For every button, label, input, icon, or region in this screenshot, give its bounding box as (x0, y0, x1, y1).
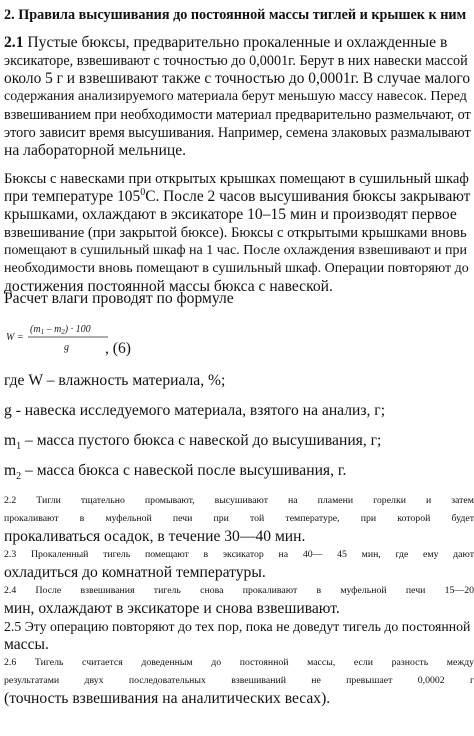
formula-intro: Расчет влаги проводят по формуле (4, 290, 234, 307)
sec21-number: 2.1 (4, 34, 24, 51)
sec23-line-2: охладиться до комнатной температуры. (4, 564, 266, 581)
para2-line-4: взвешивание (при закрытой бюксе). Бюксы с открытыми крышками вновь (4, 225, 467, 241)
definition-w: где W – влажность материала, %; (4, 372, 226, 389)
sec21-line-1: 2.1 Пустые бюксы, предварительно прокаленные и охлажденные в (4, 34, 448, 51)
formula-numerator: $(m_1 - m_2) \cdot 100$ (30, 324, 91, 336)
para2-line-3: крышками, охлаждают в эксикаторе 10–15 мин и производят первое (4, 206, 457, 223)
sec26-line-2: результатами двух последовательных взвешиваний не превышает 0,0002 г (4, 675, 474, 686)
sec22-line-3: прокаливаться осадок, в течение 30—40 мин. (4, 528, 306, 545)
para2-line-6: необходимости вновь помещают в сушильный шкаф. Операции повторяют до (4, 261, 469, 276)
sec26-line-3: (точность взвешивания на аналитических весах). (4, 690, 331, 707)
sec22-line-1: 2.2 Тигли тщательно промывают, высушивают на пламени горелки и затем (4, 495, 474, 506)
sec24-line-1: 2.4 После взвешивания тигель снова прокаливают в муфельной печи 15—20 (4, 585, 474, 596)
document-title: 2. Правила высушивания до постоянной массы тиглей и крышек к ним (4, 7, 467, 23)
definition-m2: $m_2$ – масса бюкса с навеской после высушивания, г. (4, 462, 347, 483)
sec21-line-7: на лабораторной мельнице. (4, 142, 187, 159)
sec24-line-2: мин, охлаждают в эксикаторе и снова взвешивают. (4, 600, 340, 617)
formula-number: , (6) (105, 340, 131, 357)
sec21-line-2: эксикаторе, взвешивают с точностью до 0,0001г. Берут в них навески массой (4, 53, 468, 69)
formula-lhs: W = (6, 332, 24, 343)
sec26-line-1: 2.6 Тигель считается доведенным до постоянной массы, если разность между (4, 657, 474, 668)
para2-line-7: достижения постоянной массы бюкса с навеской. (4, 278, 333, 295)
sec25-line-2: массы. (4, 636, 49, 653)
para2-line-2: при температуре $105^0С$. После 2 часов высушивания бюксы закрывают (4, 186, 471, 205)
sec21-line-4: содержания анализируемого материала берут меньшую массу навесок. Перед (4, 89, 467, 104)
para2-line-5: помещают в сушильный шкаф на 1 час. После охлаждения взвешивают и при (4, 243, 468, 258)
definition-g: g - навеска исследуемого материала, взятого на анализ, г; (4, 402, 386, 419)
para2-line-1: Бюксы с навесками при открытых крышках помещают в сушильный шкаф (4, 171, 469, 187)
sec21-line-5: взвешиванием при необходимости материал предварительно размельчают, от (4, 107, 471, 123)
definition-m1: $m_1$ – масса пустого бюкса с навеской до высушивания, г; (4, 432, 382, 453)
sec25-line-1: 2.5 Эту операцию повторяют до тех пор, пока не доведут тигель до постоянной (4, 619, 471, 634)
sec22-line-2: прокаливают в муфельной печи при той температуре, при которой будет (4, 513, 474, 524)
sec21-line-3: около 5 г и взвешивают также с точностью до 0,0001г. В случае малого (4, 70, 471, 87)
formula-denominator: g (64, 342, 69, 353)
sec23-line-1: 2.3 Прокаленный тигель помещают в эксикатор на 40— 45 мин, где ему дают (4, 549, 474, 560)
sec21-line-6: этого зависит время высушивания. Например, семена злаковых размалывают (4, 125, 471, 141)
